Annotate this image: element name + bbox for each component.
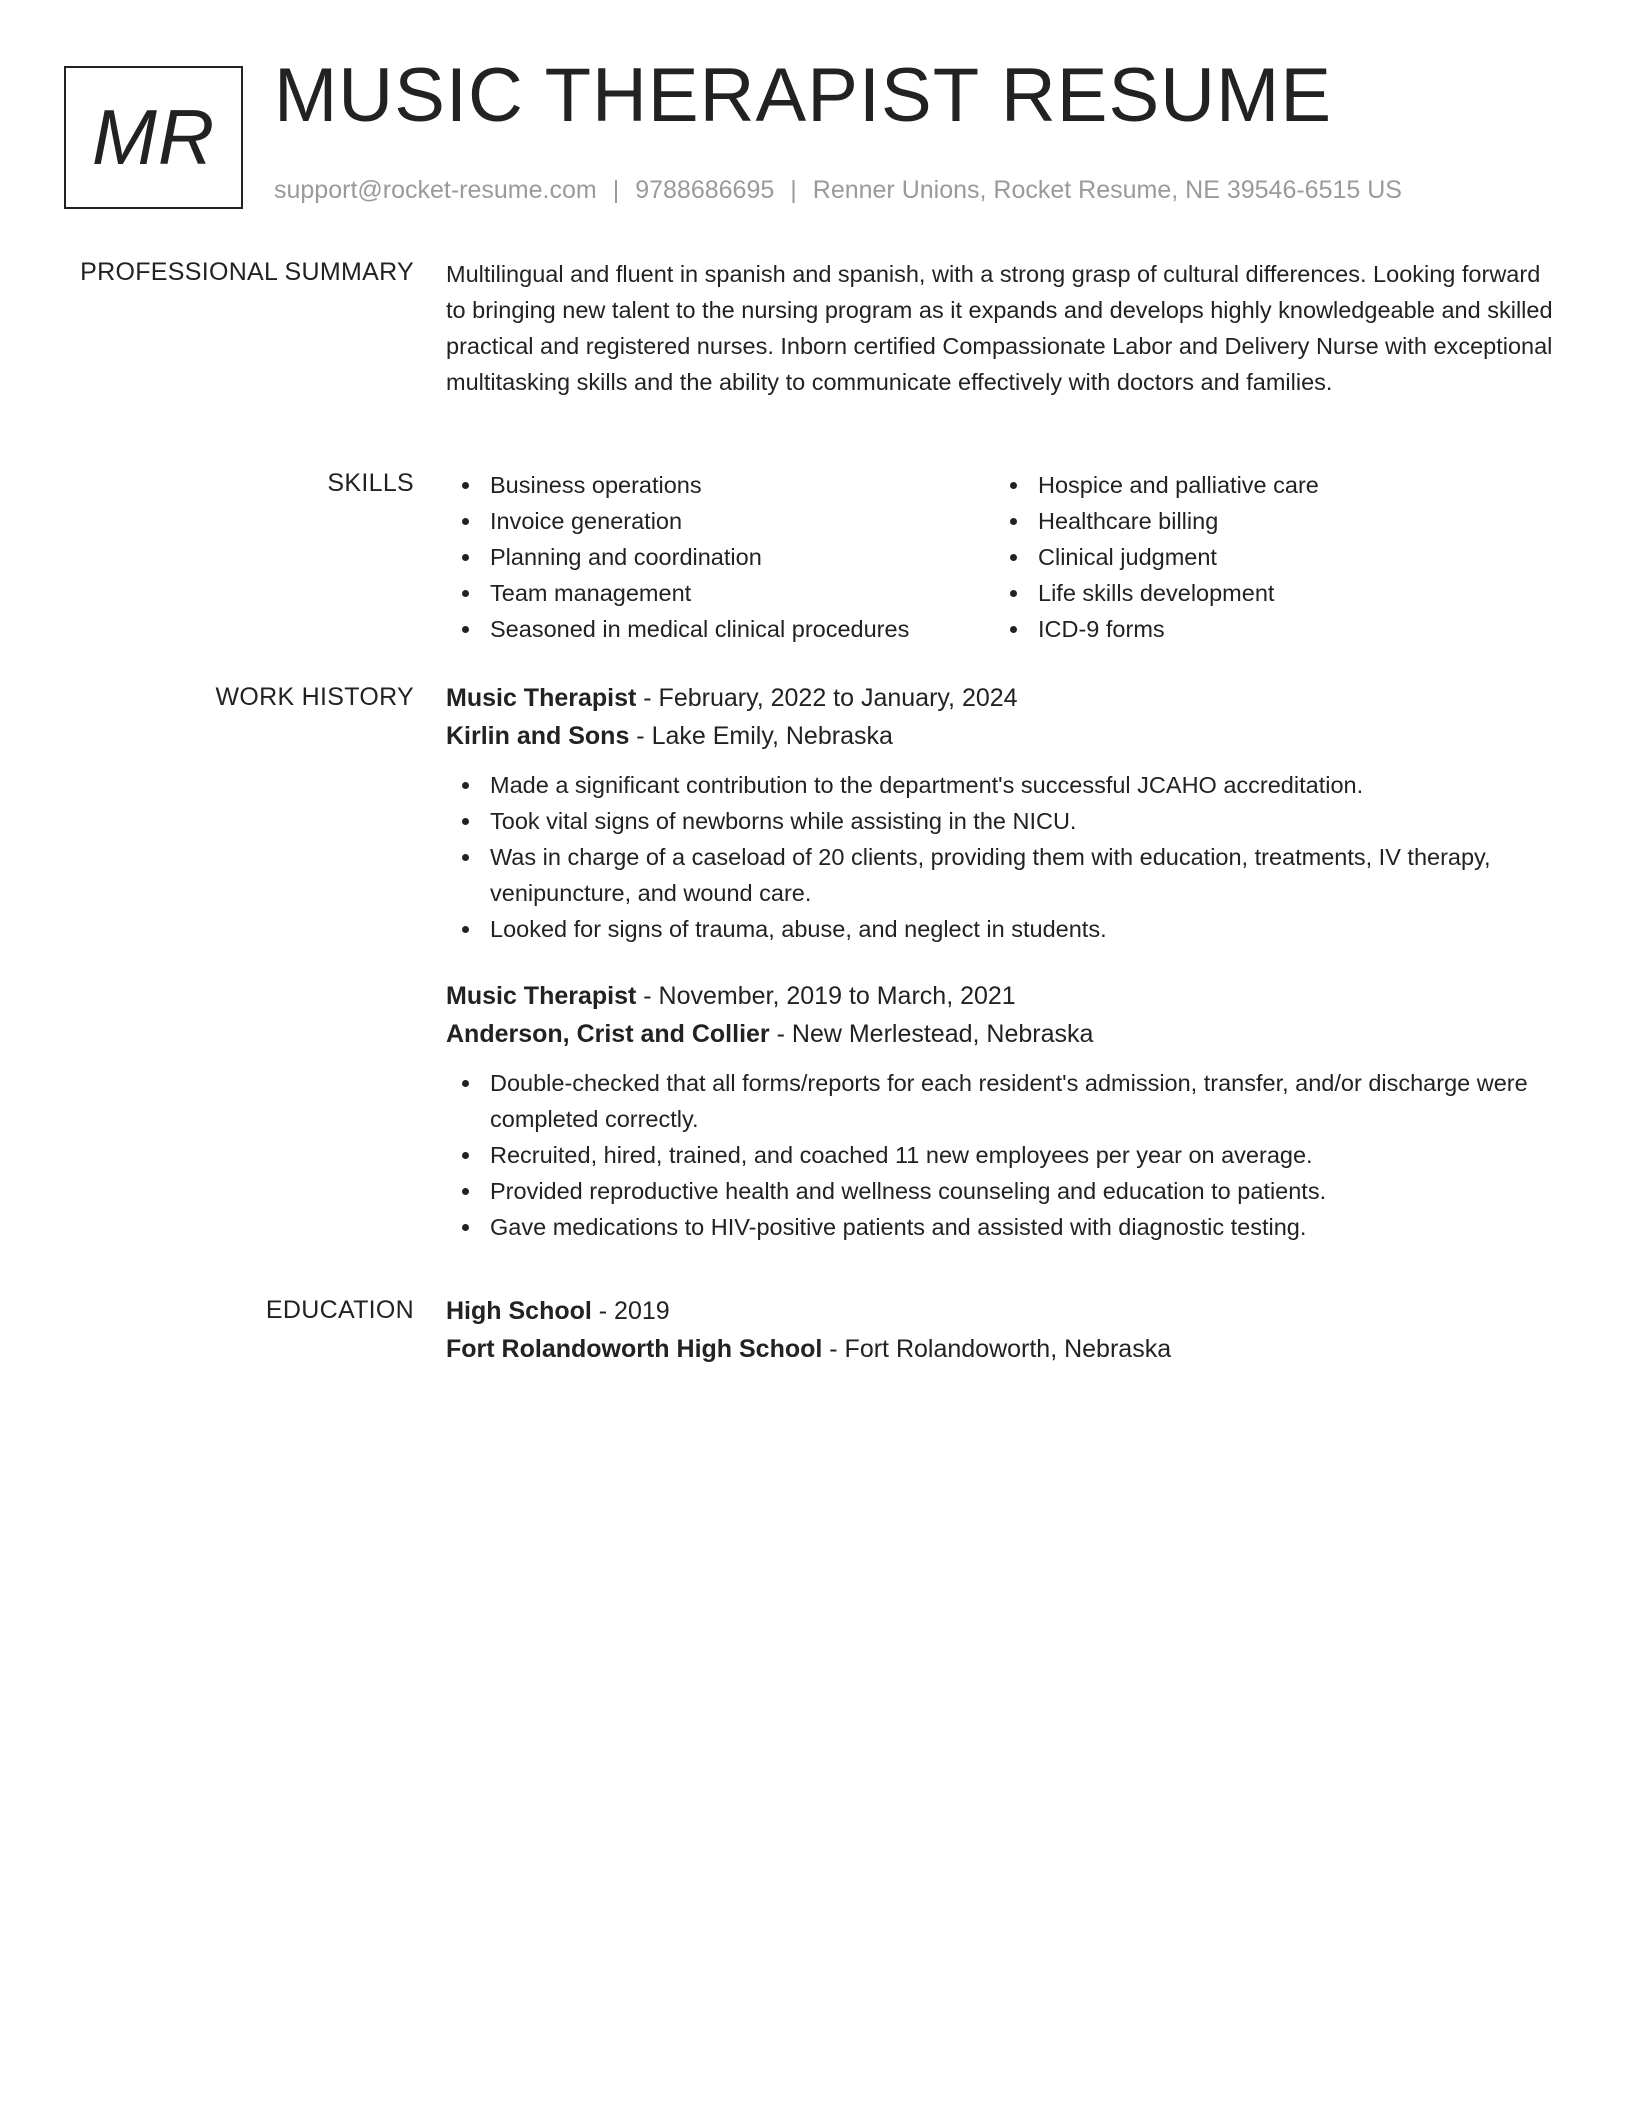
skill-item: Life skills development xyxy=(994,575,1542,611)
education-school-line xyxy=(446,1330,1566,1368)
contact-separator: | xyxy=(790,176,797,204)
job-dates: - November, 2019 to March, 2021 xyxy=(636,982,1016,1010)
job-bullet: Recruited, hired, trained, and coached 11 new employees per year on average. xyxy=(446,1137,1566,1173)
contact-separator: | xyxy=(612,176,620,204)
job-company: Anderson, Crist and Collier xyxy=(446,1020,770,1048)
contact-address: Renner Unions, Rocket Resume, NE 39546-6515 US xyxy=(812,176,1402,204)
job-bullets xyxy=(446,767,1566,947)
job-bullet: Double-checked that all forms/reports for each resident's admission, transfer, and/or discharge were completed correctly. xyxy=(446,1065,1566,1137)
summary-text: Multilingual and fluent in spanish and spanish, with a strong grasp of cultural differences. Looking forward to bringing new talent to the nursing program as it expands and develops highly knowledgeable and skilled practical and registered nurses. Inborn certified Compassionate Labor and Delivery Nurse with exceptional multitasking skills and the ability to communicate effectively with doctors and families. xyxy=(446,261,1553,395)
skill-item: Planning and coordination xyxy=(446,539,994,575)
work-history-heading: WORK HISTORY xyxy=(215,683,414,711)
job-title-line xyxy=(446,977,1566,1015)
monogram-badge: MR xyxy=(64,66,243,209)
education-year: - 2019 xyxy=(591,1297,670,1325)
education-location: - Fort Rolandoworth, Nebraska xyxy=(822,1335,1172,1363)
education-school: Fort Rolandoworth High School xyxy=(446,1335,823,1363)
job-bullet: Provided reproductive health and wellness counseling and education to patients. xyxy=(446,1173,1566,1209)
job-bullet: Looked for signs of trauma, abuse, and neglect in students. xyxy=(446,911,1566,947)
job-bullets xyxy=(446,1065,1566,1245)
skill-item: Seasoned in medical clinical procedures xyxy=(446,611,994,647)
skill-item: Team management xyxy=(446,575,994,611)
job-location: - New Merlestead, Nebraska xyxy=(769,1020,1094,1048)
skills-body xyxy=(446,467,1566,647)
job-bullet: Made a significant contribution to the department's successful JCAHO accreditation. xyxy=(446,767,1566,803)
education-body xyxy=(446,1292,1566,1368)
summary-heading: PROFESSIONAL SUMMARY xyxy=(80,258,414,286)
skills-heading: SKILLS xyxy=(327,469,414,497)
skill-item: ICD-9 forms xyxy=(994,611,1542,647)
job-entry xyxy=(446,679,1566,947)
page-title: MUSIC THERAPIST RESUME xyxy=(274,53,1333,138)
job-bullet: Was in charge of a caseload of 20 clients, providing them with education, treatments, IV therapy, venipuncture, and wound care. xyxy=(446,839,1566,911)
job-company: Kirlin and Sons xyxy=(446,722,630,750)
education-heading: EDUCATION xyxy=(265,1296,414,1324)
skill-item: Hospice and palliative care xyxy=(994,467,1542,503)
skills-list-right xyxy=(994,467,1542,647)
education-degree: High School xyxy=(446,1297,592,1325)
job-location: - Lake Emily, Nebraska xyxy=(629,722,893,750)
job-company-line xyxy=(446,717,1566,755)
contact-phone[interactable]: 9788686695 xyxy=(635,176,775,204)
job-bullet: Gave medications to HIV-positive patients and assisted with diagnostic testing. xyxy=(446,1209,1566,1245)
skill-item: Business operations xyxy=(446,467,994,503)
job-company-line xyxy=(446,1015,1566,1053)
skill-item: Invoice generation xyxy=(446,503,994,539)
contact-email[interactable]: support@rocket-resume.com xyxy=(274,176,597,204)
job-dates: - February, 2022 to January, 2024 xyxy=(636,684,1018,712)
contact-line xyxy=(274,176,1402,205)
skills-list-left xyxy=(446,467,994,647)
skill-item: Healthcare billing xyxy=(994,503,1542,539)
work-history-body xyxy=(446,679,1566,1275)
skill-item: Clinical judgment xyxy=(994,539,1542,575)
job-title-line xyxy=(446,679,1566,717)
job-entry xyxy=(446,977,1566,1245)
job-bullet: Took vital signs of newborns while assisting in the NICU. xyxy=(446,803,1566,839)
education-degree-line xyxy=(446,1292,1566,1330)
job-title: Music Therapist xyxy=(446,982,637,1010)
job-title: Music Therapist xyxy=(446,684,637,712)
